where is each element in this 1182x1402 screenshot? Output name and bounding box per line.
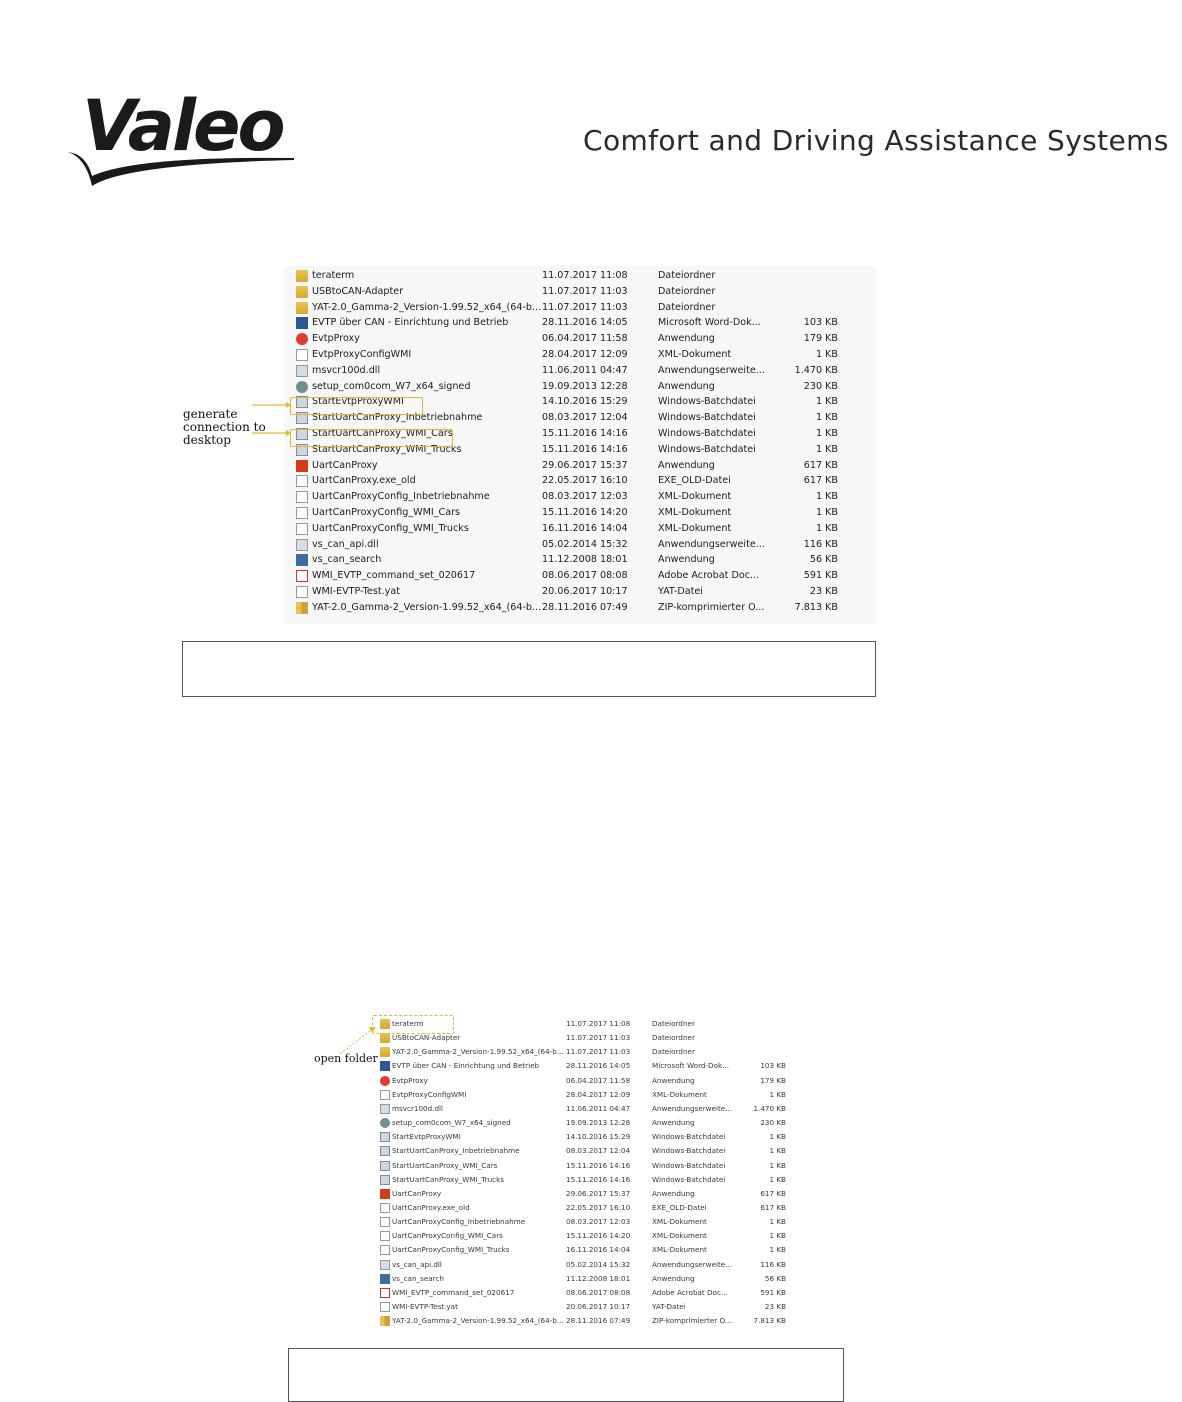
file-name: WMI_EVTP_command_set_020617 [392,1287,515,1297]
file-size: 1 KB [815,412,838,424]
caption-box-1 [182,641,876,697]
file-date: 11.07.2017 11:03 [566,1047,631,1057]
word-document-icon [296,317,308,329]
file-size: 1 KB [769,1146,786,1156]
file-name: vs_can_search [312,554,382,566]
file-name: YAT-2.0_Gamma-2_Version-1.99.52_x64_(64-b... [392,1316,564,1326]
file-type: XML-Dokument [652,1217,707,1227]
file-type: Anwendung [652,1273,695,1283]
file-size: 116 KB [803,538,838,550]
file-name: vs_can_search [392,1273,444,1283]
file-size: 1 KB [815,507,838,518]
xml-document-icon [296,523,308,535]
file-date: 06.04.2017 11:58 [566,1075,631,1085]
file-type: Anwendungserweite... [652,1259,733,1269]
file-type: XML-Dokument [658,507,732,518]
file-name: UartCanProxyConfig_WMI_Trucks [392,1245,510,1255]
xml-document-icon [380,1231,390,1241]
svg-text:Valeo: Valeo [82,86,283,167]
file-size: 617 KB [803,475,838,487]
file-type: Dateiordner [658,301,716,313]
xml-document-icon [380,1245,390,1255]
file-size: 1 KB [769,1231,786,1241]
file-date: 28.11.2016 14:05 [542,317,628,329]
file-name: StartUartCanProxy_Inbetriebnahme [392,1146,520,1156]
caption-box-2 [288,1348,844,1402]
highlight-teraterm-folder [372,1015,454,1034]
file-date: 11.06.2011 04:47 [566,1103,631,1113]
file-date: 14.10.2016 15:29 [542,396,628,408]
pdf-icon [380,1288,390,1298]
xml-document-icon [380,1090,390,1100]
file-size: 1 KB [815,522,838,534]
annotation-open-folder: open folder [314,1052,378,1065]
file-row[interactable] [284,507,876,523]
batch-file-icon [380,1161,390,1171]
file-name: teraterm [392,1019,424,1028]
file-row[interactable] [284,554,876,570]
file-name: vs_can_api.dll [312,538,379,550]
file-size: 103 KB [803,317,838,329]
header-title: Comfort and Driving Assistance Systems [583,124,1169,157]
file-type: Anwendungserweite... [652,1103,733,1113]
file-size: 230 KB [760,1118,786,1128]
file-date: 08.03.2017 12:03 [566,1217,631,1227]
file-size: 23 KB [764,1302,786,1311]
file-size: 1 KB [769,1089,786,1099]
annotation-arrow-open-folder [338,1024,378,1058]
file-name: UartCanProxyConfig_WMI_Trucks [312,522,469,534]
setup-icon [296,381,308,393]
file-type: Dateiordner [658,270,716,281]
file-size: 1 KB [769,1217,786,1227]
file-name: YAT-2.0_Gamma-2_Version-1.99.52_x64_(64-b... [392,1047,564,1057]
file-name: UartCanProxy.exe_old [312,475,416,487]
file-date: 15.11.2016 14:16 [542,443,628,455]
file-name: StartUartCanProxy_WMI_Cars [392,1160,498,1170]
file-name: WMI_EVTP_command_set_020617 [312,570,476,582]
file-size: 617 KB [760,1202,786,1212]
file-date: 08.06.2017 08:08 [542,570,628,582]
file-name: EVTP über CAN - Einrichtung und Betrieb [392,1061,540,1071]
file-date: 11.07.2017 11:03 [542,301,628,313]
file-name: UartCanProxyConfig_WMI_Cars [312,507,461,518]
file-type: Windows-Batchdatei [658,443,756,455]
folder-icon [296,270,308,282]
file-type: Anwendung [652,1188,695,1198]
file-date: 22.05.2017 16:10 [542,475,628,487]
file-type: Dateiordner [652,1019,695,1028]
file-date: 16.11.2016 14:04 [566,1245,631,1255]
file-row[interactable] [284,270,876,286]
file-name: StartUartCanProxy_WMI_Trucks [392,1174,504,1184]
file-date: 15.11.2016 14:16 [542,428,628,439]
file-name: USBtoCAN-Adapter [392,1033,461,1043]
batch-file-icon [380,1132,390,1142]
highlight-start-uart-can-proxy-wmi-cars [290,429,453,447]
file-row[interactable] [284,460,876,476]
file-date: 08.06.2017 08:08 [566,1287,631,1297]
file-date: 28.04.2017 12:09 [542,349,628,360]
file-name: UartCanProxyConfig_Inbetriebnahme [392,1217,526,1227]
file-name: StartEvtpProxyWMI [312,396,404,408]
file-type: Adobe Acrobat Doc... [658,570,760,582]
search-app-icon [380,1274,390,1284]
file-size: 7.813 KB [753,1316,786,1326]
setup-icon [380,1118,390,1128]
file-name: YAT-2.0_Gamma-2_Version-1.99.52_x64_(64-b... [312,301,542,313]
file-row[interactable] [284,602,876,618]
file-date: 28.11.2016 14:05 [566,1061,631,1071]
file-date: 15.11.2016 14:20 [542,507,628,518]
file-row[interactable] [284,349,876,365]
file-row[interactable] [284,523,876,539]
zip-icon [380,1316,390,1326]
file-size: 23 KB [809,586,838,597]
file-icon [380,1203,390,1213]
file-name: UartCanProxy [392,1188,442,1198]
file-type: Anwendung [658,459,715,471]
file-date: 05.02.2014 15:32 [542,538,628,550]
file-size: 1.470 KB [753,1103,786,1113]
zip-icon [296,602,308,614]
file-type: XML-Dokument [652,1089,707,1099]
file-type: Windows-Batchdatei [658,428,756,439]
file-name: EvtpProxyConfigWMI [392,1089,467,1099]
file-date: 16.11.2016 14:04 [542,522,628,534]
file-size: 1 KB [815,396,838,408]
file-type: Windows-Batchdatei [658,396,756,408]
file-date: 11.07.2017 11:08 [566,1019,631,1028]
file-date: 08.03.2017 12:04 [542,412,628,424]
highlight-starte-evtp-proxy-wmi [290,397,423,415]
file-row[interactable] [284,570,876,586]
xml-document-icon [380,1217,390,1227]
file-icon [296,475,308,487]
file-date: 11.07.2017 11:08 [542,270,628,281]
file-date: 15.11.2016 14:16 [566,1174,631,1184]
file-row[interactable] [284,491,876,507]
file-type: Dateiordner [658,285,716,297]
file-size: 1.470 KB [794,364,838,376]
file-date: 11.07.2017 11:03 [566,1033,631,1043]
file-name: YAT-2.0_Gamma-2_Version-1.99.52_x64_(64-b... [312,601,542,613]
file-date: 22.05.2017 16:10 [566,1202,631,1212]
xml-document-icon [296,349,308,361]
file-name: EvtpProxy [392,1075,428,1085]
file-type: Anwendungserweite... [658,364,765,376]
file-name: msvcr100d.dll [392,1103,444,1113]
file-row[interactable] [284,539,876,555]
file-name: teraterm [312,270,355,281]
file-size: 1 KB [769,1132,786,1142]
file-date: 11.07.2017 11:03 [542,285,628,297]
file-size: 1 KB [815,443,838,455]
file-type: EXE_OLD-Datei [652,1202,707,1212]
xml-document-icon [296,507,308,519]
valeo-logo [66,86,298,192]
file-date: 11.12.2008 18:01 [566,1273,631,1283]
file-name: WMI-EVTP-Test.yat [312,586,400,597]
batch-file-icon [380,1175,390,1185]
file-date: 15.11.2016 14:16 [566,1160,631,1170]
file-name: EvtpProxyConfigWMI [312,349,412,360]
file-size: 591 KB [803,570,838,582]
file-size: 617 KB [760,1188,786,1198]
file-date: 29.06.2017 15:37 [542,459,628,471]
pdf-icon [296,570,308,582]
file-name: StartUartCanProxy_Inbetriebnahme [312,412,483,424]
file-type: Anwendung [658,554,715,566]
xml-document-icon [296,491,308,503]
file-type: Windows-Batchdatei [658,412,756,424]
file-name: UartCanProxy [312,459,378,471]
uart-can-icon [296,460,308,472]
file-name: EVTP über CAN - Einrichtung und Betrieb [312,317,509,329]
file-type: XML-Dokument [652,1231,707,1241]
annotation-arrows [250,398,290,440]
file-date: 19.09.2013 12:28 [542,380,628,392]
file-date: 08.03.2017 12:04 [566,1146,631,1156]
file-date: 11.12.2008 18:01 [542,554,628,566]
file-name: StartUartCanProxy_WMI_Cars [312,428,453,439]
file-type: Windows-Batchdatei [652,1132,726,1142]
file-icon [380,1302,390,1312]
file-type: Anwendung [652,1075,695,1085]
file-size: 56 KB [764,1273,786,1283]
uart-can-icon [380,1189,390,1199]
file-name: WMI-EVTP-Test.yat [392,1302,458,1311]
file-date: 28.04.2017 12:09 [566,1089,631,1099]
file-size: 1 KB [769,1174,786,1184]
file-type: EXE_OLD-Datei [658,475,731,487]
file-type: XML-Dokument [658,349,732,360]
file-size: 179 KB [760,1075,786,1085]
file-row[interactable] [284,317,876,333]
batch-file-icon [380,1146,390,1156]
file-size: 617 KB [803,459,838,471]
file-type: Dateiordner [652,1047,695,1057]
folder-icon [296,286,308,298]
file-name: UartCanProxy.exe_old [392,1202,470,1212]
file-name: vs_can_api.dll [392,1259,442,1269]
file-row[interactable] [284,286,876,302]
word-document-icon [380,1061,390,1071]
application-icon [380,1076,390,1086]
file-date: 20.06.2017 10:17 [566,1302,631,1311]
file-size: 1 KB [769,1245,786,1255]
file-size: 230 KB [803,380,838,392]
folder-icon [296,302,308,314]
dll-icon [296,539,308,551]
file-row[interactable] [284,475,876,491]
file-type: Adobe Acrobat Doc... [652,1287,728,1297]
file-name: msvcr100d.dll [312,364,381,376]
file-name: StartUartCanProxy_WMI_Trucks [312,443,462,455]
file-size: 1 KB [815,349,838,360]
file-name: setup_com0com_W7_x64_signed [392,1118,511,1128]
file-type: Dateiordner [652,1033,695,1043]
file-type: Microsoft Word-Dok... [658,317,761,329]
file-date: 11.06.2011 04:47 [542,364,628,376]
file-type: YAT-Datei [652,1302,686,1311]
search-app-icon [296,554,308,566]
file-type: XML-Dokument [658,491,732,503]
file-name: setup_com0com_W7_x64_signed [312,380,471,392]
file-icon [296,586,308,598]
file-type: Microsoft Word-Dok... [652,1061,730,1071]
dll-icon [380,1104,390,1114]
file-size: 103 KB [760,1061,786,1071]
file-date: 15.11.2016 14:20 [566,1231,631,1241]
file-type: Anwendung [652,1118,695,1128]
file-row[interactable] [284,586,876,602]
file-type: Anwendungserweite... [658,538,765,550]
folder-icon [380,1047,390,1057]
file-type: ZIP-komprimierter O... [652,1316,732,1326]
file-size: 591 KB [760,1287,786,1297]
annotation-generate-connection: generate connection to desktop [183,407,266,447]
application-icon [296,333,308,345]
file-size: 1 KB [815,491,838,503]
file-date: 06.04.2017 11:58 [542,333,628,345]
file-type: Windows-Batchdatei [652,1146,726,1156]
file-row[interactable] [376,1316,788,1332]
file-row[interactable] [284,381,876,397]
file-row[interactable] [284,333,876,349]
folder-icon [380,1033,390,1043]
file-name: EvtpProxy [312,333,360,345]
file-date: 20.06.2017 10:17 [542,586,628,597]
file-name: USBtoCAN-Adapter [312,285,404,297]
file-date: 28.11.2016 07:49 [566,1316,631,1326]
file-type: Anwendung [658,380,715,392]
file-size: 1 KB [769,1160,786,1170]
file-row[interactable] [284,302,876,318]
file-size: 7.813 KB [794,601,838,613]
file-size: 56 KB [809,554,838,566]
file-listing-2 [376,1017,788,1333]
file-date: 14.10.2016 15:29 [566,1132,631,1142]
file-row[interactable] [284,365,876,381]
dll-icon [296,365,308,377]
dll-icon [380,1260,390,1270]
file-type: XML-Dokument [652,1245,707,1255]
file-type: Anwendung [658,333,715,345]
file-type: YAT-Datei [658,586,703,597]
file-size: 116 KB [760,1259,786,1269]
file-type: XML-Dokument [658,522,732,534]
file-name: UartCanProxyConfig_WMI_Cars [392,1231,503,1241]
file-type: ZIP-komprimierter O... [658,601,765,613]
file-date: 19.09.2013 12:28 [566,1118,631,1128]
file-type: Windows-Batchdatei [652,1174,726,1184]
file-type: Windows-Batchdatei [652,1160,726,1170]
file-date: 28.11.2016 07:49 [542,601,628,613]
file-size: 1 KB [815,428,838,439]
file-date: 29.06.2017 15:37 [566,1188,631,1198]
file-size: 179 KB [803,333,838,345]
file-date: 05.02.2014 15:32 [566,1259,631,1269]
file-name: UartCanProxyConfig_Inbetriebnahme [312,491,490,503]
file-date: 08.03.2017 12:03 [542,491,628,503]
file-name: StartEvtpProxyWMI [392,1132,461,1142]
